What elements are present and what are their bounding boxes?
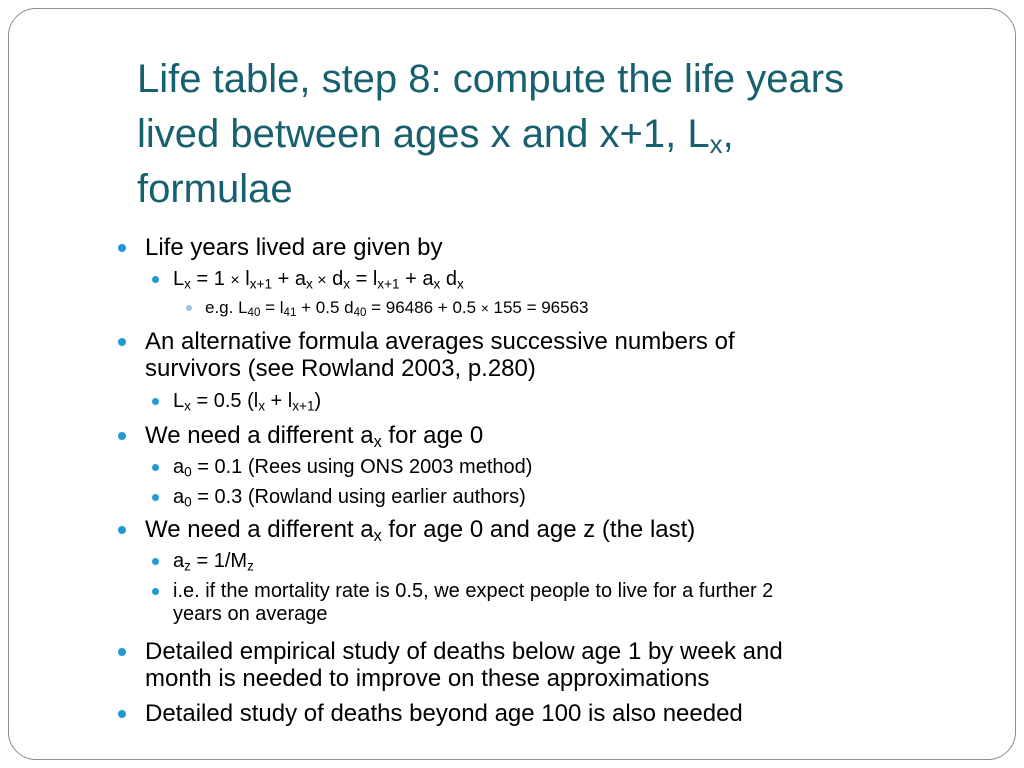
bullet-example-l40: e.g. $L_{40} = l_{41} + 0.5$ $d_{40} = 96486 + 0.5 \times 155 = 96563$ xyxy=(205,298,589,319)
slide-title: Life table, step 8: compute the life years lived between ages x and x+1, $L_x$, formulae xyxy=(137,57,845,211)
bullet-lx-average: $L_x = 0.5$ $(l_x + l_{x+1})$ xyxy=(173,390,321,413)
bullet-different-ax-age0-z: We need a different $a_x$ for age 0 and age z (the last) xyxy=(145,516,695,543)
bullet-alternative-formula: An alternative formula averages successive numbers of survivors (see Rowland 2003, p.280) xyxy=(145,328,735,382)
bullet-different-ax-age0: We need a different $a_x$ for age 0 xyxy=(145,422,483,449)
bullet-lx-formula: $L_x = 1 \times l_{x+1} + a_x \times d_x = l_{x+1} + a_x$ $d_x$ xyxy=(173,268,464,292)
bullet-dot-icon xyxy=(118,710,126,718)
bullet-a0-rowland: $a_0 = 0.3$ (Rowland using earlier authors) xyxy=(173,486,526,509)
bullet-dot-icon xyxy=(118,432,126,440)
bullet-dot-icon xyxy=(118,244,126,252)
bullet-mortality-example: i.e. if the mortality rate is 0.5, we expect people to live for a further 2 years on average xyxy=(173,580,773,626)
bullet-az-formula: $a_z = 1/M_z$ xyxy=(173,550,254,573)
bullet-empirical-study: Detailed empirical study of deaths below age 1 by week and month is needed to improve on these approximations xyxy=(145,638,783,692)
bullet-dot-icon xyxy=(152,464,159,471)
bullet-dot-icon xyxy=(152,398,159,405)
bullet-a0-rees: $a_0 = 0.1$ (Rees using ONS 2003 method) xyxy=(173,456,532,479)
bullet-dot-icon xyxy=(152,558,159,565)
bullet-dot-icon xyxy=(152,276,159,283)
bullet-dot-icon xyxy=(118,526,126,534)
bullet-dot-icon xyxy=(186,305,192,311)
bullet-dot-icon xyxy=(118,338,126,346)
bullet-dot-icon xyxy=(152,588,159,595)
bullet-dot-icon xyxy=(152,494,159,501)
bullet-dot-icon xyxy=(118,648,126,656)
bullet-life-years: Life years lived are given by xyxy=(145,234,443,261)
bullet-deaths-beyond-100: Detailed study of deaths beyond age 100 is also needed xyxy=(145,700,743,727)
